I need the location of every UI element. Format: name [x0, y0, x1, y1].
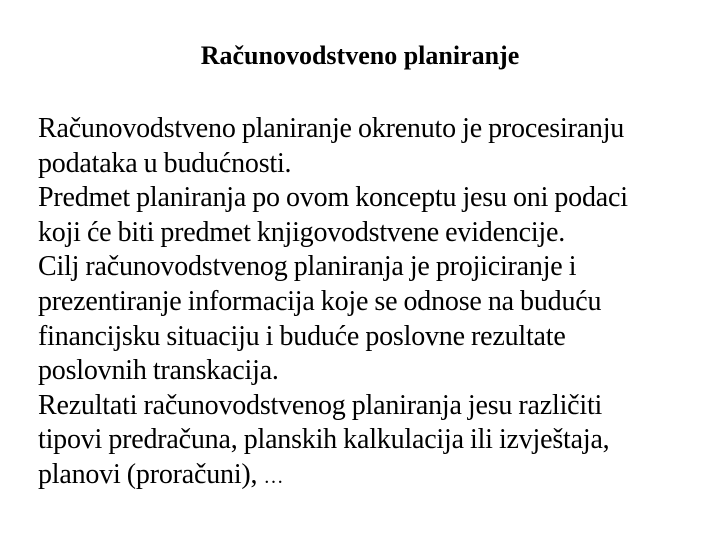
trailing-ellipsis: …	[263, 465, 284, 488]
body-line: prezentiranje informacija koje se odnose na buduću	[38, 285, 602, 317]
body-line: financijsku situaciju i buduće poslovne rezultate	[38, 320, 566, 352]
body-line: tipovi predračuna, planskih kalkulacija ili izvještaja,	[38, 424, 610, 456]
body-line: poslovnih transkacija.	[38, 355, 279, 387]
body-line-last	[38, 458, 698, 495]
body-line: Računovodstveno planiranje okrenuto je procesiranju	[38, 113, 625, 144]
body-line-text: planovi (proračuni),	[38, 458, 258, 490]
body-line: Rezultati računovodstvenog planiranja jesu različiti	[38, 389, 603, 421]
slide-body	[38, 112, 698, 495]
body-line: Predmet planiranja po ovom konceptu jesu oni podaci	[38, 182, 628, 214]
body-line: koji će biti predmet knjigovodstvene evidencije.	[38, 216, 566, 248]
slide-title: Računovodstveno planiranje	[200, 41, 520, 70]
body-line: Cilj računovodstvenog planiranja je projiciranje i	[38, 251, 577, 283]
body-line: podataka u budućnosti.	[38, 147, 292, 179]
